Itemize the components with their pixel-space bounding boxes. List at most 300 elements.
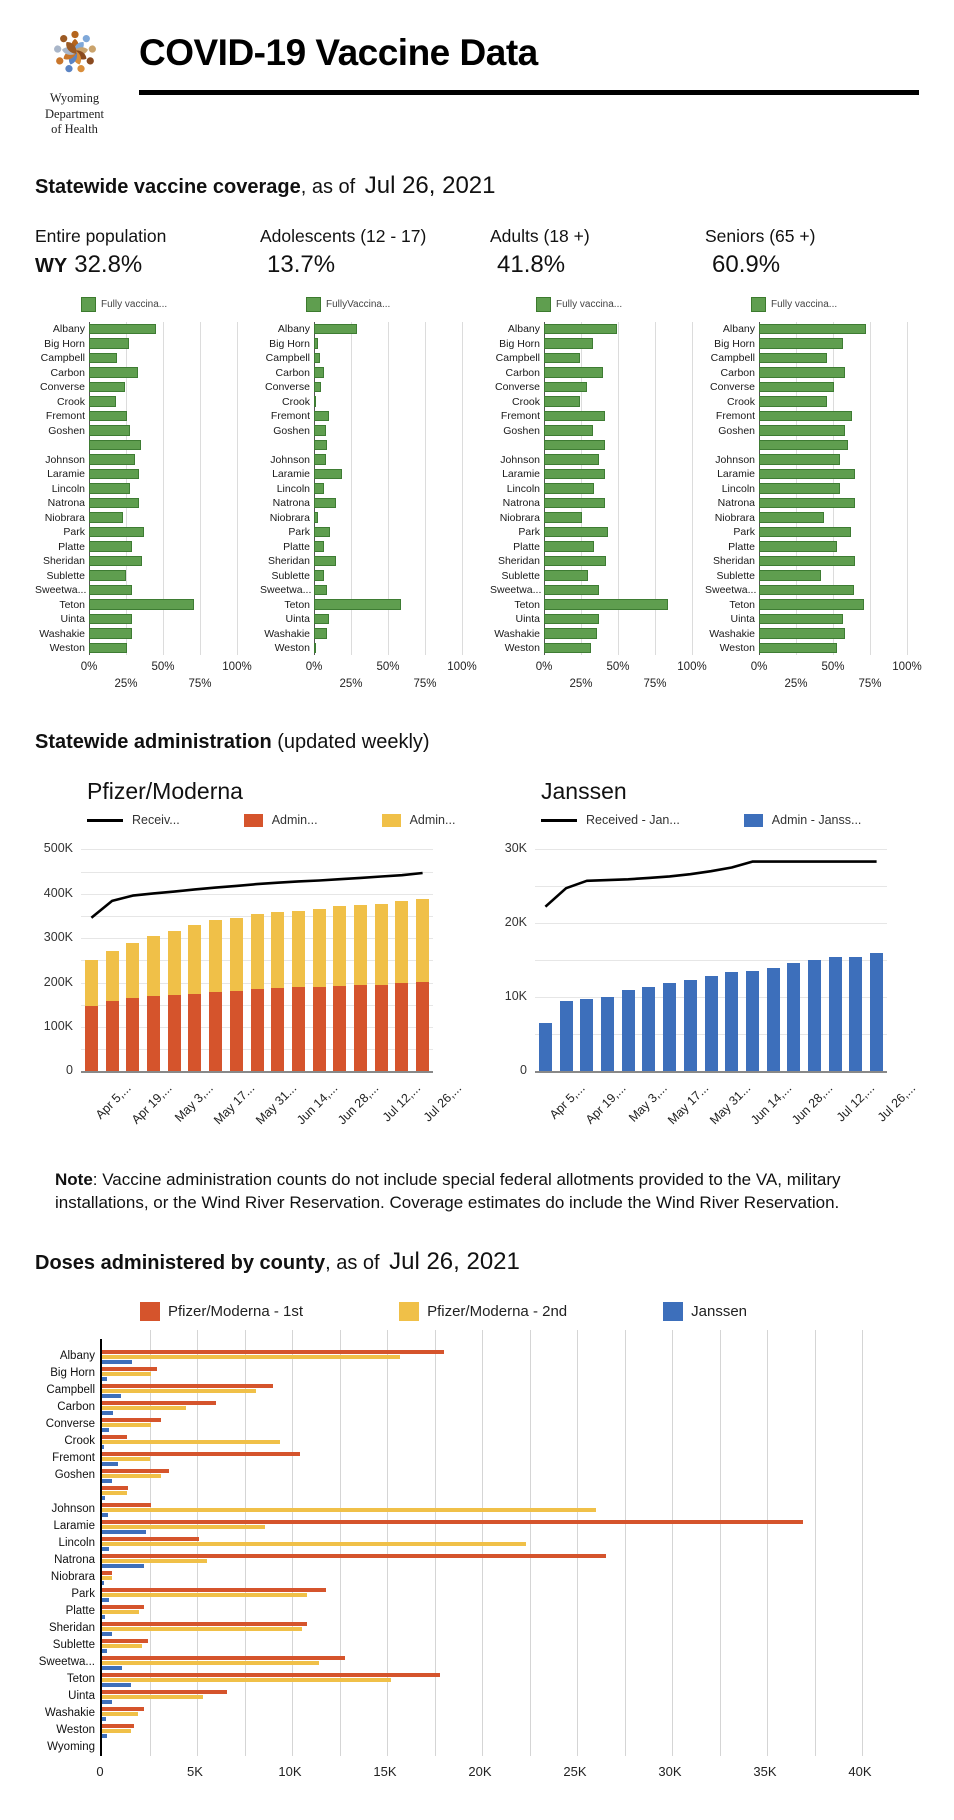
- x-tick-label: 0%: [535, 661, 553, 674]
- coverage-bar: [759, 440, 848, 451]
- bar-track: [314, 585, 476, 596]
- coverage-bar: [544, 628, 597, 639]
- coverage-bar: [544, 367, 603, 378]
- county-label: Uinta: [60, 613, 85, 626]
- x-tick-label: 0%: [80, 661, 98, 674]
- coverage-bar: [759, 628, 845, 639]
- coverage-bar: [89, 483, 130, 494]
- chart-row: [705, 423, 921, 438]
- county-label: Campbell: [710, 352, 755, 365]
- dose-bar: [102, 1479, 112, 1483]
- coverage-bar: [544, 440, 605, 451]
- county-label: Sheridan: [48, 1622, 95, 1635]
- county-label: Platte: [65, 1605, 95, 1618]
- county-coverage-bar-chart: [260, 322, 476, 698]
- doses-x-axis-labels: [96, 1756, 954, 1790]
- county-label: Sweetwa...: [260, 584, 312, 597]
- stacked-bar-line-plot: [81, 839, 433, 1073]
- coverage-bar: [759, 527, 851, 538]
- title-rule: [139, 90, 919, 95]
- county-label: Washakie: [39, 627, 85, 640]
- x-axis: [260, 655, 476, 697]
- coverage-bar: [544, 556, 606, 567]
- doses-heading: [0, 1248, 954, 1276]
- county-label: Lincoln: [51, 482, 85, 495]
- legend-item-admin: [744, 813, 862, 827]
- bar-track: [314, 367, 476, 378]
- county-label: Converse: [40, 381, 85, 394]
- chart-row: [705, 612, 921, 627]
- county-label: Crook: [64, 1435, 95, 1448]
- dose-bar: [102, 1542, 526, 1546]
- chart-row: [35, 409, 251, 424]
- dose-bar: [102, 1486, 128, 1490]
- county-label: Lincoln: [721, 482, 755, 495]
- county-label: Johnson: [500, 453, 540, 466]
- x-tick-label: May 31...: [706, 1081, 753, 1128]
- header: [0, 0, 954, 138]
- chart-row: [260, 539, 476, 554]
- bar-track: [759, 425, 921, 436]
- coverage-bar: [89, 324, 156, 335]
- chart-row: [260, 322, 476, 337]
- legend-swatch-red: [140, 1302, 160, 1321]
- bar-track: [759, 454, 921, 465]
- county-label: Park: [518, 526, 540, 539]
- county-label: Big Horn: [714, 337, 755, 350]
- chart-row: [705, 452, 921, 467]
- bar-track: [89, 643, 251, 654]
- x-tick-label: 75%: [643, 678, 667, 691]
- county-label: Sweetwa...: [705, 584, 757, 597]
- county-label: Park: [71, 1588, 95, 1601]
- logo-line: of Health: [51, 122, 98, 137]
- county-label: Lincoln: [58, 1537, 95, 1550]
- coverage-bar: [314, 570, 324, 581]
- y-tick-label: 500K: [43, 841, 73, 856]
- dose-bar: [102, 1513, 108, 1517]
- chart-row: [260, 641, 476, 656]
- bar-track: [544, 570, 706, 581]
- bar-track: [314, 512, 476, 523]
- chart-row: [260, 336, 476, 351]
- dose-bar: [102, 1734, 107, 1738]
- doses-by-county-chart: [22, 1339, 954, 1756]
- county-bar-group: [102, 1365, 902, 1382]
- coverage-bar: [544, 599, 668, 610]
- bar-track: [314, 541, 476, 552]
- chart-row: [705, 380, 921, 395]
- county-label: Laramie: [272, 468, 310, 481]
- legend-item-janssen: [663, 1302, 747, 1321]
- county-coverage-bar-chart: [490, 322, 706, 698]
- chart-row: [705, 467, 921, 482]
- county-label: Campbell: [265, 352, 310, 365]
- bar-track: [759, 469, 921, 480]
- county-label: Fremont: [52, 1452, 95, 1465]
- bar-track: [544, 512, 706, 523]
- coverage-bar: [89, 440, 141, 451]
- coverage-bar: [544, 614, 599, 625]
- county-label: Laramie: [53, 1520, 95, 1533]
- chart-row: [705, 597, 921, 612]
- x-tick-label: May 17...: [665, 1081, 712, 1128]
- chart-row: [260, 583, 476, 598]
- bar-track: [314, 440, 476, 451]
- coverage-bar: [314, 469, 342, 480]
- bar-track: [89, 353, 251, 364]
- county-bar-group: [102, 1705, 902, 1722]
- bar-track: [759, 599, 921, 610]
- county-label: Natrona: [272, 497, 310, 510]
- bar-track: [544, 498, 706, 509]
- state-abbr: WY: [35, 254, 68, 277]
- coverage-bar: [89, 396, 116, 407]
- value-text: 41.8%: [497, 250, 566, 278]
- county-label: Johnson: [45, 453, 85, 466]
- bar-track: [314, 382, 476, 393]
- legend-label: Fully vaccina...: [101, 298, 168, 310]
- county-bar-group: [102, 1654, 902, 1671]
- dose-bar: [102, 1440, 280, 1444]
- coverage-bar: [89, 353, 117, 364]
- coverage-bar: [544, 382, 587, 393]
- bar-track: [314, 556, 476, 567]
- bar-track: [89, 454, 251, 465]
- legend-swatch-yellow: [399, 1302, 419, 1321]
- coverage-bar: [759, 512, 824, 523]
- x-tick-label: 25%: [114, 678, 138, 691]
- coverage-heading-sep: , as of: [300, 175, 361, 198]
- chart-row: [35, 467, 251, 482]
- legend-label: Received - Jan...: [586, 813, 680, 828]
- bar-track: [89, 585, 251, 596]
- dose-bar: [102, 1593, 307, 1597]
- county-label: Fremont: [500, 410, 540, 423]
- coverage-bar: [89, 614, 132, 625]
- dose-bar: [102, 1406, 186, 1410]
- chart-row: [260, 409, 476, 424]
- coverage-bar: [89, 599, 194, 610]
- chart-row: [260, 467, 476, 482]
- county-bar-group: [102, 1569, 902, 1586]
- bar-track: [544, 454, 706, 465]
- bar-track: [544, 541, 706, 552]
- chart-row: [35, 452, 251, 467]
- x-tick-label: 10K: [278, 1764, 302, 1780]
- x-tick-label: Apr 19,...: [128, 1081, 175, 1128]
- bar-track: [89, 324, 251, 335]
- chart-row: [260, 525, 476, 540]
- county-label: Lincoln: [276, 482, 310, 495]
- dose-bar: [102, 1666, 122, 1670]
- county-label: Natrona: [502, 497, 540, 510]
- coverage-bar: [314, 324, 357, 335]
- county-label: Niobrara: [499, 511, 540, 524]
- county-label: Campbell: [495, 352, 540, 365]
- bar-track: [89, 527, 251, 538]
- coverage-chart-entire-population: [35, 226, 260, 698]
- dose-bar: [102, 1707, 144, 1711]
- county-label: Sublette: [271, 569, 310, 582]
- county-label: Goshen: [48, 424, 85, 437]
- bar-track: [89, 469, 251, 480]
- county-bar-group: [102, 1722, 902, 1739]
- coverage-bar: [314, 411, 329, 422]
- legend-label: Janssen: [691, 1303, 748, 1321]
- bar-track: [314, 527, 476, 538]
- chart-title: Pfizer/Moderna: [87, 778, 243, 805]
- dose-bar: [102, 1571, 112, 1575]
- x-tick-label: 50%: [606, 661, 630, 674]
- line-swatch: [541, 819, 577, 822]
- bar-track: [89, 541, 251, 552]
- bar-track: [314, 643, 476, 654]
- coverage-bar: [759, 338, 843, 349]
- bar-track: [759, 382, 921, 393]
- legend-label: Receiv...: [132, 813, 180, 828]
- county-bar-group: [102, 1603, 902, 1620]
- coverage-bar: [314, 512, 318, 523]
- chart-row: [705, 481, 921, 496]
- county-label: Laramie: [502, 468, 540, 481]
- bar-track: [89, 425, 251, 436]
- coverage-bar: [759, 556, 855, 567]
- chart-row: [705, 394, 921, 409]
- dose-bar: [102, 1678, 391, 1682]
- coverage-bar: [89, 425, 130, 436]
- bar-track: [544, 411, 706, 422]
- x-tick-label: 100%: [222, 661, 252, 674]
- bar-track: [544, 643, 706, 654]
- dose-bar: [102, 1627, 302, 1631]
- value-text: 13.7%: [267, 250, 336, 278]
- statewide-value: [705, 251, 930, 281]
- legend-item-received: [541, 813, 680, 827]
- dose-bar: [102, 1605, 144, 1609]
- coverage-bar: [759, 599, 864, 610]
- legend-label: Pfizer/Moderna - 2nd: [427, 1303, 568, 1321]
- bar-track: [544, 367, 706, 378]
- coverage-bar: [314, 643, 316, 654]
- county-label: Sweetwa...: [490, 584, 542, 597]
- bar-track: [544, 614, 706, 625]
- chart-row: [260, 365, 476, 380]
- x-tick-label: Jul 26,...: [421, 1081, 465, 1125]
- legend-label: Admin - Janss...: [771, 813, 862, 828]
- county-label: Park: [733, 526, 755, 539]
- bar-track: [759, 527, 921, 538]
- county-label: Big Horn: [269, 337, 310, 350]
- chart-legend: [87, 813, 465, 827]
- chart-row: [35, 423, 251, 438]
- x-tick-label: 100%: [677, 661, 707, 674]
- county-label: Sheridan: [497, 555, 540, 568]
- coverage-bar: [314, 367, 324, 378]
- county-label: Carbon: [57, 1401, 95, 1414]
- bar-track: [759, 570, 921, 581]
- bar-track: [314, 411, 476, 422]
- x-tick-label: Apr 5,...: [92, 1081, 134, 1123]
- legend-swatch-green: [81, 297, 96, 312]
- chart-row: [705, 322, 921, 337]
- county-label: Albany: [52, 323, 85, 336]
- county-label: Wyoming: [47, 1741, 95, 1754]
- chart-row: [35, 597, 251, 612]
- chart-row: [490, 409, 706, 424]
- county-label: Uinta: [515, 613, 540, 626]
- county-label: Sweetwa...: [35, 584, 87, 597]
- county-labels: [22, 1339, 100, 1756]
- bar-track: [89, 367, 251, 378]
- dose-bar: [102, 1360, 132, 1364]
- county-label: Weston: [56, 1724, 95, 1737]
- bar-track: [314, 338, 476, 349]
- x-tick-label: Apr 19,...: [582, 1081, 629, 1128]
- county-bar-group: [102, 1348, 902, 1365]
- coverage-bar: [89, 628, 132, 639]
- x-tick-label: 25%: [784, 678, 808, 691]
- chart-row: [260, 380, 476, 395]
- coverage-bar: [314, 454, 326, 465]
- county-label: Carbon: [505, 366, 540, 379]
- administration-charts: [0, 778, 954, 1135]
- chart-row: [260, 452, 476, 467]
- chart-title: Entire population: [35, 225, 167, 246]
- chart-row: [705, 336, 921, 351]
- chart-row: [490, 510, 706, 525]
- coverage-bar: [544, 425, 593, 436]
- x-tick-label: Jun 28,...: [789, 1081, 836, 1128]
- bar-track: [89, 411, 251, 422]
- bar-track: [89, 628, 251, 639]
- bar-track: [314, 483, 476, 494]
- chart-row: [490, 351, 706, 366]
- x-tick-label: 0: [96, 1764, 104, 1780]
- legend-item-admin-1st: [244, 813, 318, 827]
- dose-bar: [102, 1581, 104, 1585]
- wdh-logo-icon: [42, 18, 108, 84]
- coverage-bar: [544, 512, 582, 523]
- note-label: Note: [55, 1170, 93, 1190]
- county-bar-group: [102, 1671, 902, 1688]
- coverage-bar: [544, 541, 594, 552]
- bar-track: [544, 483, 706, 494]
- dose-bar: [102, 1724, 134, 1728]
- chart-row: [35, 554, 251, 569]
- county-label: Platte: [283, 540, 310, 553]
- county-label: Fremont: [45, 410, 85, 423]
- county-bar-group: [102, 1688, 902, 1705]
- dose-bar: [102, 1474, 161, 1478]
- dose-bar: [102, 1384, 273, 1388]
- county-label: Uinta: [285, 613, 310, 626]
- dose-bar: [102, 1610, 139, 1614]
- county-label: Fremont: [715, 410, 755, 423]
- dose-bar: [102, 1690, 227, 1694]
- coverage-bar: [314, 382, 321, 393]
- county-label: Johnson: [715, 453, 755, 466]
- dose-bar: [102, 1428, 109, 1432]
- chart-row: [260, 568, 476, 583]
- chart-row: [705, 525, 921, 540]
- title-block: [139, 18, 919, 95]
- county-label: Washakie: [709, 627, 755, 640]
- county-label: Teton: [284, 598, 310, 611]
- chart-legend: [81, 297, 260, 312]
- dose-bar: [102, 1372, 151, 1376]
- chart-row: [35, 626, 251, 641]
- bar-track: [544, 556, 706, 567]
- county-label: Park: [288, 526, 310, 539]
- dose-bar: [102, 1355, 400, 1359]
- coverage-bar: [544, 324, 617, 335]
- bar-track: [544, 585, 706, 596]
- grouped-bar-plot: [100, 1339, 902, 1756]
- chart-row: [490, 423, 706, 438]
- chart-row: [490, 380, 706, 395]
- chart-row: [35, 510, 251, 525]
- county-bar-group: [102, 1399, 902, 1416]
- chart-row: [490, 612, 706, 627]
- statewide-value: [35, 251, 260, 281]
- chart-row: [705, 409, 921, 424]
- county-label: Uinta: [68, 1690, 95, 1703]
- chart-row: [260, 626, 476, 641]
- dose-bar: [102, 1717, 106, 1721]
- wdh-logo-block: [38, 18, 111, 138]
- bar-track: [314, 425, 476, 436]
- bar-track: [544, 396, 706, 407]
- y-tick-label: 10K: [504, 989, 527, 1004]
- coverage-bar: [759, 614, 843, 625]
- coverage-bar: [759, 367, 845, 378]
- bar-track: [544, 440, 706, 451]
- y-tick-label: 20K: [504, 915, 527, 930]
- y-axis-labels: [35, 839, 81, 1078]
- chart-row: [490, 539, 706, 554]
- legend-swatch-green: [306, 297, 321, 312]
- coverage-bar: [759, 454, 840, 465]
- dose-bar: [102, 1554, 606, 1558]
- county-label: Weston: [719, 642, 755, 655]
- county-coverage-bar-chart: [705, 322, 921, 698]
- chart-row: [35, 525, 251, 540]
- county-bar-group: [102, 1535, 902, 1552]
- logo-line: Department: [44, 106, 104, 121]
- county-label: Laramie: [717, 468, 755, 481]
- county-label: Campbell: [40, 352, 85, 365]
- coverage-chart-adults: [490, 226, 705, 698]
- chart-row: [490, 568, 706, 583]
- county-label: Washakie: [494, 627, 540, 640]
- bar-track: [759, 324, 921, 335]
- statewide-value: [260, 251, 490, 281]
- county-label: Sublette: [52, 1639, 95, 1652]
- bar-track: [314, 353, 476, 364]
- chart-row: [35, 496, 251, 511]
- bar-track: [89, 440, 251, 451]
- doses-heading-sep: , as of: [325, 1252, 386, 1275]
- dose-bar: [102, 1576, 112, 1580]
- county-label: Johnson: [51, 1503, 95, 1516]
- county-label: Goshen: [503, 424, 540, 437]
- county-label: Uinta: [730, 613, 755, 626]
- coverage-bar: [314, 556, 336, 567]
- x-tick-label: 25%: [569, 678, 593, 691]
- x-tick-label: 100%: [892, 661, 922, 674]
- county-label: Carbon: [275, 366, 310, 379]
